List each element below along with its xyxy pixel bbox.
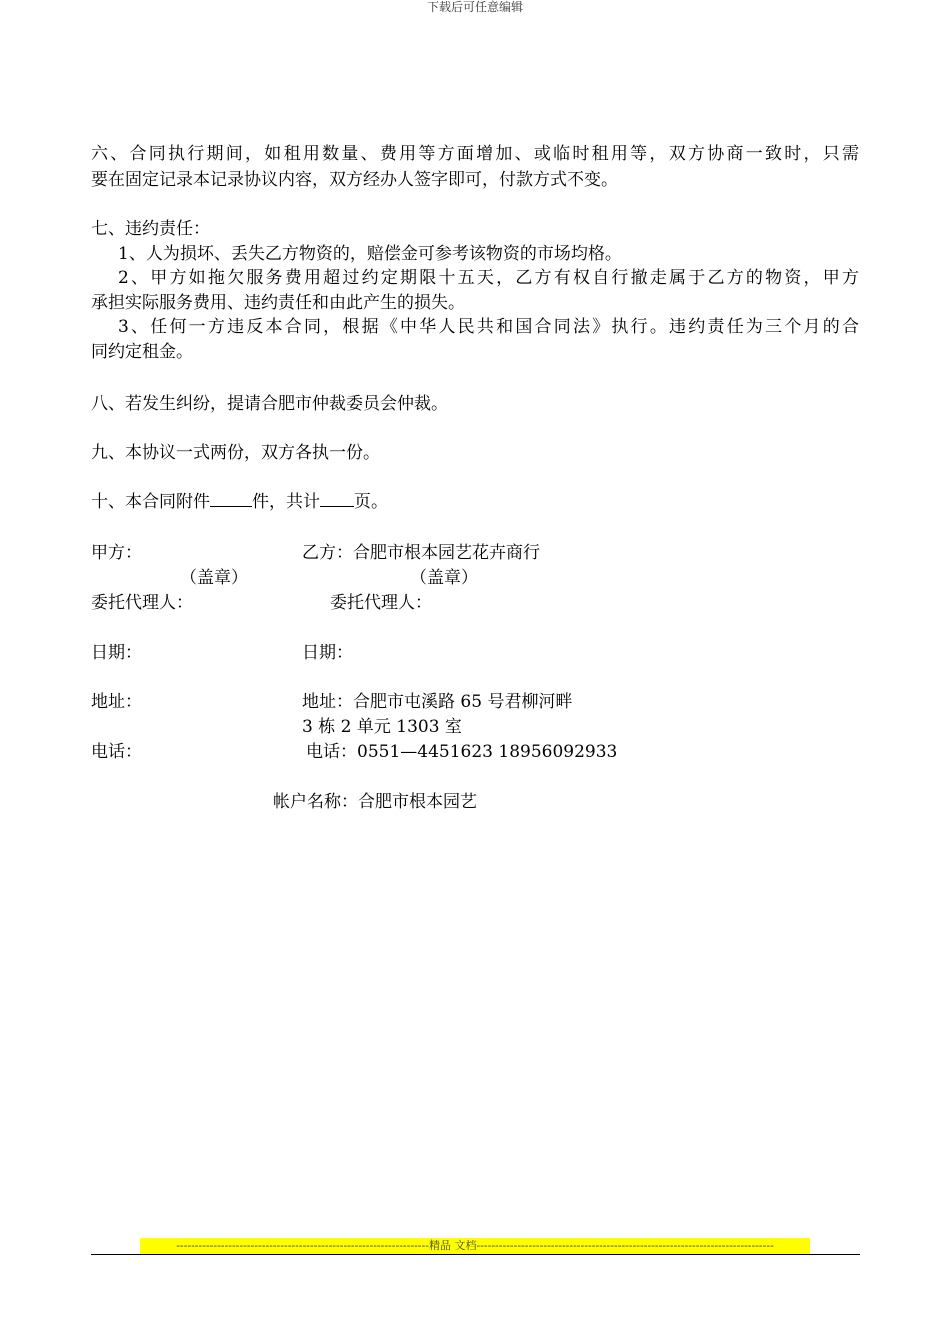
party-a-date: 日期： bbox=[91, 643, 142, 663]
party-b-date: 日期： bbox=[302, 643, 353, 663]
party-a-address: 地址： bbox=[91, 692, 142, 712]
party-a-agent: 委托代理人： bbox=[91, 593, 193, 613]
clause-ten-text-b: 件，共计 bbox=[252, 492, 320, 512]
clause-seven-item-2-line-2: 承担实际服务费用、违约责任和由此产生的损失。 bbox=[91, 293, 465, 313]
clause-seven-item-2-line-1: 2、甲方如拖欠服务费用超过约定期限十五天，乙方有权自行撤走属于乙方的物资，甲方 bbox=[118, 268, 859, 288]
party-a-seal: （盖章） bbox=[180, 568, 248, 588]
party-a-label: 甲方： bbox=[91, 543, 142, 563]
party-b-address-line-1: 地址：合肥市屯溪路 65 号君柳河畔 bbox=[302, 692, 573, 712]
clause-eight: 八、若发生纠纷，提请合肥市仲裁委员会仲裁。 bbox=[91, 394, 448, 414]
page-count-blank bbox=[320, 492, 354, 507]
footer-rule bbox=[91, 1254, 860, 1255]
party-a-phone: 电话： bbox=[91, 742, 142, 762]
party-b-agent: 委托代理人： bbox=[330, 593, 432, 613]
party-b-address-line-2: 3 栋 2 单元 1303 室 bbox=[302, 717, 462, 737]
clause-seven-title: 七、违约责任： bbox=[91, 219, 210, 239]
clause-seven-item-3-line-2: 同约定租金。 bbox=[91, 342, 193, 362]
clause-ten-text-a: 十、本合同附件 bbox=[91, 492, 210, 512]
clause-six-line-1: 六、合同执行期间，如租用数量、费用等方面增加、或临时租用等，双方协商一致时，只需 bbox=[91, 144, 859, 164]
clause-ten bbox=[91, 491, 388, 513]
footer-right-dashes: -------------------------------------------------------------------------------- bbox=[476, 1239, 774, 1252]
party-b-label: 乙方：合肥市根本园艺花卉商行 bbox=[302, 543, 540, 563]
page-header-note: 下载后可任意编辑 bbox=[426, 0, 523, 14]
clause-seven-item-1: 1、人为损坏、丢失乙方物资的，赔偿金可参考该物资的市场均格。 bbox=[118, 244, 622, 264]
party-b-seal: （盖章） bbox=[410, 568, 478, 588]
footer-left-dashes: -------------------------------------------------------------------- bbox=[176, 1239, 429, 1252]
party-b-phone: 电话：0551—4451623 18956092933 bbox=[306, 742, 618, 762]
clause-six-line-2: 要在固定记录本记录协议内容，双方经办人签字即可，付款方式不变。 bbox=[91, 170, 618, 190]
account-name: 帐户名称：合肥市根本园艺 bbox=[273, 792, 477, 812]
clause-seven-item-3-line-1: 3、任何一方违反本合同，根据《中华人民共和国合同法》执行。违约责任为三个月的合 bbox=[118, 317, 859, 337]
footer-label: 精品 文档 bbox=[428, 1239, 477, 1252]
attachment-count-blank bbox=[210, 492, 252, 507]
clause-ten-text-c: 页。 bbox=[354, 492, 388, 512]
footer-banner bbox=[140, 1238, 810, 1254]
clause-nine: 九、本协议一式两份，双方各执一份。 bbox=[91, 443, 380, 463]
